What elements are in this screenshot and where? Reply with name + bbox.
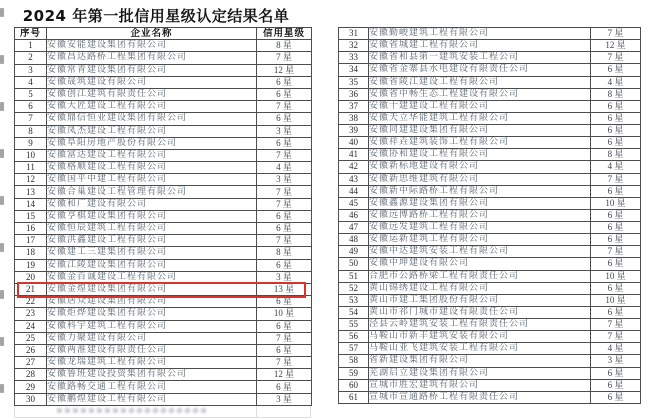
table-row xyxy=(339,209,641,221)
row-index: 12 xyxy=(15,174,47,186)
company-name: 安徽居众建设集团有限公司 xyxy=(47,296,257,308)
credit-rating: 3 星 xyxy=(591,355,641,367)
company-name: 安徽合巢建设工程管理有限公司 xyxy=(47,186,257,198)
row-index: 51 xyxy=(339,270,369,282)
table-row xyxy=(339,173,641,185)
company-name: 安徽同建建设集团有限公司 xyxy=(369,125,591,137)
row-index: 38 xyxy=(339,112,369,124)
credit-rating: 8 星 xyxy=(591,88,641,100)
table-row xyxy=(15,357,312,369)
table-row xyxy=(15,52,312,64)
credit-rating: 7 星 xyxy=(257,357,312,369)
table-row xyxy=(15,210,312,222)
table-row xyxy=(339,52,641,64)
table-row xyxy=(339,282,641,294)
row-index: 45 xyxy=(339,197,369,209)
company-name: 安徽鹏煌建设工程有限公司 xyxy=(47,393,257,405)
row-index: 21 xyxy=(15,283,47,295)
credit-rating: 4 星 xyxy=(257,162,312,174)
scan-edge-artifact xyxy=(0,290,4,299)
company-name: 安徽省中畅生态工程建设有限公司 xyxy=(369,88,591,100)
table-row xyxy=(15,64,312,76)
credit-rating: 6 星 xyxy=(257,320,312,332)
credit-rating: 7 星 xyxy=(591,246,641,258)
company-name: 安徽协和建设工程有限公司 xyxy=(369,149,591,161)
table-row xyxy=(15,235,312,247)
credit-rating: 6 星 xyxy=(591,185,641,197)
table-row xyxy=(15,40,312,52)
row-index: 28 xyxy=(15,369,47,381)
row-index: 52 xyxy=(339,282,369,294)
scan-edge-artifact xyxy=(0,102,4,111)
company-name: 安徽安能建设集团有限公司 xyxy=(47,40,257,52)
credit-rating: 6 星 xyxy=(591,379,641,391)
company-name: 黄山市建工集团股份有限公司 xyxy=(369,294,591,306)
row-index: 2 xyxy=(15,52,47,64)
credit-rating: 8 星 xyxy=(257,40,312,52)
credit-rating: 6 星 xyxy=(591,391,641,403)
table-row xyxy=(339,28,641,40)
row-index: 39 xyxy=(339,125,369,137)
company-name: 安徽天立华能建筑工程有限公司 xyxy=(369,112,591,124)
row-index: 56 xyxy=(339,331,369,343)
table-row xyxy=(15,162,312,174)
results-table-right xyxy=(338,27,640,404)
row-index: 37 xyxy=(339,100,369,112)
credit-rating: 6 星 xyxy=(257,210,312,222)
table-row xyxy=(339,161,641,173)
header-row xyxy=(15,28,312,40)
row-index: 42 xyxy=(339,161,369,173)
company-name: 安徽金煌建设集团有限公司 xyxy=(47,283,257,295)
table-row xyxy=(339,100,641,112)
table-row xyxy=(339,125,641,137)
company-name: 安徽运新建筑工程有限公司 xyxy=(369,234,591,246)
table-row xyxy=(339,331,641,343)
company-name: 安徽恒辰建筑工程有限公司 xyxy=(47,223,257,235)
credit-rating: 6 星 xyxy=(591,209,641,221)
ghost-column-divider xyxy=(256,405,257,417)
table-row xyxy=(15,125,312,137)
credit-rating: 7 星 xyxy=(591,28,641,40)
table-row xyxy=(15,332,312,344)
company-name: 安徽鑫源建设集团有限公司 xyxy=(369,197,591,209)
table-row xyxy=(15,101,312,113)
credit-rating: 6 星 xyxy=(591,367,641,379)
scan-edge-artifact xyxy=(0,384,4,393)
row-index: 24 xyxy=(15,320,47,332)
table-row xyxy=(15,88,312,100)
scan-edge-artifact xyxy=(0,149,4,158)
credit-rating: 6 星 xyxy=(257,296,312,308)
company-name: 泾县云岭建筑安装工程有限责任公司 xyxy=(369,319,591,331)
company-name: 马鞍山亚飞建筑安装工程有限公司 xyxy=(369,343,591,355)
credit-rating: 4 星 xyxy=(591,76,641,88)
row-index: 18 xyxy=(15,247,47,259)
credit-rating: 6 星 xyxy=(257,223,312,235)
company-name: 安徽常青建设集团有限公司 xyxy=(47,64,257,76)
credit-rating: 3 星 xyxy=(257,271,312,283)
scan-edge-artifact xyxy=(0,243,4,252)
table-row xyxy=(15,247,312,259)
table-row xyxy=(339,246,641,258)
credit-rating: 8 星 xyxy=(257,247,312,259)
table-row xyxy=(339,64,641,76)
company-name: 安徽省城建工程有限公司 xyxy=(369,40,591,52)
credit-rating: 10 星 xyxy=(591,270,641,282)
row-index: 3 xyxy=(15,64,47,76)
table-row xyxy=(339,137,641,149)
table-row xyxy=(339,149,641,161)
scan-edge-artifact xyxy=(0,55,4,64)
row-index: 57 xyxy=(339,343,369,355)
company-name: 安徽创江建筑有限责任公司 xyxy=(47,88,257,100)
company-name: 安徽新思维建筑有限公司 xyxy=(369,173,591,185)
row-index: 6 xyxy=(15,101,47,113)
table-row xyxy=(15,223,312,235)
row-index: 25 xyxy=(15,332,47,344)
row-index: 59 xyxy=(339,367,369,379)
credit-rating: 7 星 xyxy=(257,235,312,247)
table-row xyxy=(339,40,641,52)
credit-rating: 12 星 xyxy=(591,40,641,52)
row-index: 8 xyxy=(15,125,47,137)
company-name: 安徽省陵江建设工程有限公司 xyxy=(369,76,591,88)
table-row xyxy=(15,283,312,295)
table-row xyxy=(339,258,641,270)
credit-rating: 6 星 xyxy=(257,88,312,100)
company-name: 黄山锦绣建设工程有限公司 xyxy=(369,282,591,294)
table-row xyxy=(339,185,641,197)
credit-rating: 7 星 xyxy=(257,332,312,344)
table-row xyxy=(15,393,312,405)
row-index: 60 xyxy=(339,379,369,391)
table-row xyxy=(15,308,312,320)
credit-rating: 7 星 xyxy=(257,186,312,198)
credit-rating: 6 星 xyxy=(257,137,312,149)
credit-rating: 7 星 xyxy=(591,173,641,185)
row-index: 20 xyxy=(15,271,47,283)
credit-rating: 4 星 xyxy=(591,161,641,173)
table-row xyxy=(339,379,641,391)
credit-rating: 6 星 xyxy=(257,76,312,88)
row-index: 48 xyxy=(339,234,369,246)
row-index: 10 xyxy=(15,149,47,161)
company-name: 安徽路畅交通工程有限公司 xyxy=(47,381,257,393)
company-name: 安徽两淮建设有限责任公司 xyxy=(47,344,257,356)
company-name: 安徽中坤建设有限公司 xyxy=(369,258,591,270)
company-name: 安徽鲁班建设投资集团有限公司 xyxy=(47,369,257,381)
row-index: 33 xyxy=(339,52,369,64)
row-index: 16 xyxy=(15,223,47,235)
credit-rating: 6 星 xyxy=(257,259,312,271)
row-index: 47 xyxy=(339,222,369,234)
row-index: 23 xyxy=(15,308,47,320)
row-index: 22 xyxy=(15,296,47,308)
credit-rating: 12 星 xyxy=(257,64,312,76)
company-name: 马鞍山市新丰建筑安装有限公司 xyxy=(369,331,591,343)
company-name: 宣城市胜宏建筑有限公司 xyxy=(369,379,591,391)
row-index: 46 xyxy=(339,209,369,221)
credit-rating: 6 星 xyxy=(257,113,312,125)
credit-rating: 8 星 xyxy=(591,149,641,161)
table-row xyxy=(15,381,312,393)
scan-edge-artifact xyxy=(0,196,4,205)
row-index: 61 xyxy=(339,391,369,403)
company-name: 宣城市宣通路桥工程有限责任公司 xyxy=(369,391,591,403)
credit-rating: 6 星 xyxy=(257,344,312,356)
company-name: 安徽阜阳房地产股份有限公司 xyxy=(47,137,257,149)
row-index: 32 xyxy=(339,40,369,52)
table-row xyxy=(339,294,641,306)
company-name: 安徽格顺建设工程有限公司 xyxy=(47,162,257,174)
credit-rating: 6 星 xyxy=(591,306,641,318)
company-name: 安徽新标地建设有限公司 xyxy=(369,161,591,173)
row-index: 26 xyxy=(15,344,47,356)
column-header-company: 企业名称 xyxy=(47,28,257,40)
table-row xyxy=(15,137,312,149)
row-index: 29 xyxy=(15,381,47,393)
table-row xyxy=(15,174,312,186)
row-index: 36 xyxy=(339,88,369,100)
row-index: 17 xyxy=(15,235,47,247)
row-index: 35 xyxy=(339,76,369,88)
credit-rating: 4 星 xyxy=(591,343,641,355)
company-name: 安徽江陵建设集团有限公司 xyxy=(47,259,257,271)
credit-rating: 7 星 xyxy=(591,52,641,64)
page-title: 2024 年第一批信用星级认定结果名单 xyxy=(22,7,290,25)
credit-rating: 6 星 xyxy=(591,137,641,149)
credit-rating: 7 星 xyxy=(591,319,641,331)
row-index: 7 xyxy=(15,113,47,125)
company-name: 安徽炬烨建设集团有限公司 xyxy=(47,308,257,320)
row-index: 31 xyxy=(339,28,369,40)
table-row xyxy=(15,259,312,271)
table-row xyxy=(339,76,641,88)
company-name: 合肥市公路桥梁工程有限责任公司 xyxy=(369,270,591,282)
table-row xyxy=(15,369,312,381)
credit-rating: 7 星 xyxy=(257,52,312,64)
credit-rating: 7 星 xyxy=(257,101,312,113)
credit-rating: 12 星 xyxy=(257,369,312,381)
company-name: 黄山市祁门城市建设有限责任公司 xyxy=(369,306,591,318)
table-row xyxy=(339,306,641,318)
row-index: 49 xyxy=(339,246,369,258)
company-name: 安徽鼎信恒业建设集团有限公司 xyxy=(47,113,257,125)
company-name: 安徽晟筑建设有限公司 xyxy=(47,76,257,88)
company-name: 安徽科宇建筑工程有限公司 xyxy=(47,320,257,332)
credit-rating: 6 星 xyxy=(591,64,641,76)
credit-rating: 7 星 xyxy=(257,198,312,210)
table-row xyxy=(15,198,312,210)
row-index: 5 xyxy=(15,88,47,100)
credit-rating: 3 星 xyxy=(257,174,312,186)
credit-rating: 3 星 xyxy=(257,393,312,405)
table-row xyxy=(15,149,312,161)
company-name: 安徽祥垚建筑装饰工程有限公司 xyxy=(369,137,591,149)
table-row xyxy=(15,76,312,88)
row-index: 34 xyxy=(339,64,369,76)
credit-rating: 3 星 xyxy=(257,125,312,137)
company-name: 安徽和广建设有限公司 xyxy=(47,198,257,210)
company-name: 安徽富达建设工程有限公司 xyxy=(47,149,257,161)
row-index: 11 xyxy=(15,162,47,174)
company-name: 安徽十建建设工程有限公司 xyxy=(369,100,591,112)
table-row xyxy=(339,197,641,209)
row-index: 50 xyxy=(339,258,369,270)
credit-rating: 10 星 xyxy=(591,197,641,209)
row-index: 19 xyxy=(15,259,47,271)
credit-rating: 6 星 xyxy=(591,125,641,137)
row-index: 27 xyxy=(15,357,47,369)
company-name: 安徽龙瑞建筑工程有限公司 xyxy=(47,357,257,369)
table-row xyxy=(339,319,641,331)
table-row xyxy=(15,271,312,283)
credit-rating: 7 星 xyxy=(591,331,641,343)
company-name: 安徽金百诚建设工程有限公司 xyxy=(47,271,257,283)
table-row xyxy=(339,112,641,124)
table-row xyxy=(339,355,641,367)
credit-rating: 6 星 xyxy=(591,234,641,246)
company-name: 安徽洪鑫建设工程有限公司 xyxy=(47,235,257,247)
row-index: 53 xyxy=(339,294,369,306)
row-index: 4 xyxy=(15,76,47,88)
table-row xyxy=(339,222,641,234)
table-row xyxy=(15,296,312,308)
credit-rating: 6 星 xyxy=(591,112,641,124)
company-name: 安徽亨棋建设集团有限公司 xyxy=(47,210,257,222)
company-name: 安徽大匠建设工程有限公司 xyxy=(47,101,257,113)
table-row xyxy=(339,270,641,282)
credit-rating: 10 星 xyxy=(591,294,641,306)
credit-rating: 10 星 xyxy=(257,308,312,320)
company-name: 芜湖启立建设集团有限公司 xyxy=(369,367,591,379)
company-name: 安徽建工三建集团有限公司 xyxy=(47,247,257,259)
row-index: 55 xyxy=(339,319,369,331)
table-row xyxy=(339,343,641,355)
row-index: 54 xyxy=(339,306,369,318)
table-row xyxy=(15,113,312,125)
credit-rating: 6 星 xyxy=(591,222,641,234)
company-name: 安徽昌达路桥工程集团有限公司 xyxy=(47,52,257,64)
column-header-index: 序号 xyxy=(15,28,47,40)
company-name: 安徽省和县第一建筑安装工程公司 xyxy=(369,52,591,64)
blurred-text-artifact xyxy=(57,408,207,413)
scan-edge-artifact xyxy=(0,8,4,17)
credit-rating: 6 星 xyxy=(591,258,641,270)
company-name: 省新建设集团有限公司 xyxy=(369,355,591,367)
company-name: 安徽新中际路桥工程有限公司 xyxy=(369,185,591,197)
credit-rating: 7 星 xyxy=(257,149,312,161)
row-index: 14 xyxy=(15,198,47,210)
table-row xyxy=(339,367,641,379)
credit-rating: 6 星 xyxy=(591,282,641,294)
table-row xyxy=(15,186,312,198)
scan-edge-artifact xyxy=(0,337,4,346)
row-index: 15 xyxy=(15,210,47,222)
row-index: 30 xyxy=(15,393,47,405)
company-name: 安徽远博路桥工程有限公司 xyxy=(369,209,591,221)
row-index: 41 xyxy=(339,149,369,161)
company-name: 安徽中达建筑安装工程有限公司 xyxy=(369,246,591,258)
credit-rating: 13 星 xyxy=(257,283,312,295)
company-name: 安徽远发建筑工程有限公司 xyxy=(369,222,591,234)
company-name: 安徽省金寨县水电建设有限责任公司 xyxy=(369,64,591,76)
row-index: 1 xyxy=(15,40,47,52)
row-index: 44 xyxy=(339,185,369,197)
table-row xyxy=(15,320,312,332)
credit-rating: 6 星 xyxy=(257,381,312,393)
results-table-left xyxy=(14,27,311,406)
row-index: 9 xyxy=(15,137,47,149)
company-name: 安徽力聚建设有限公司 xyxy=(47,332,257,344)
table-row xyxy=(339,88,641,100)
row-index: 13 xyxy=(15,186,47,198)
cutoff-partial-row xyxy=(14,405,311,418)
column-header-rating: 信用星级 xyxy=(257,28,312,40)
company-name: 安徽凤杰建设工程有限公司 xyxy=(47,125,257,137)
row-index: 58 xyxy=(339,355,369,367)
row-index: 43 xyxy=(339,173,369,185)
credit-rating: 6 星 xyxy=(591,100,641,112)
row-index: 40 xyxy=(339,137,369,149)
company-name: 安徽国平中建工程有限公司 xyxy=(47,174,257,186)
table-row xyxy=(339,391,641,403)
company-name: 安徽勤峻建筑工程有限公司 xyxy=(369,28,591,40)
table-row xyxy=(15,344,312,356)
table-row xyxy=(339,234,641,246)
